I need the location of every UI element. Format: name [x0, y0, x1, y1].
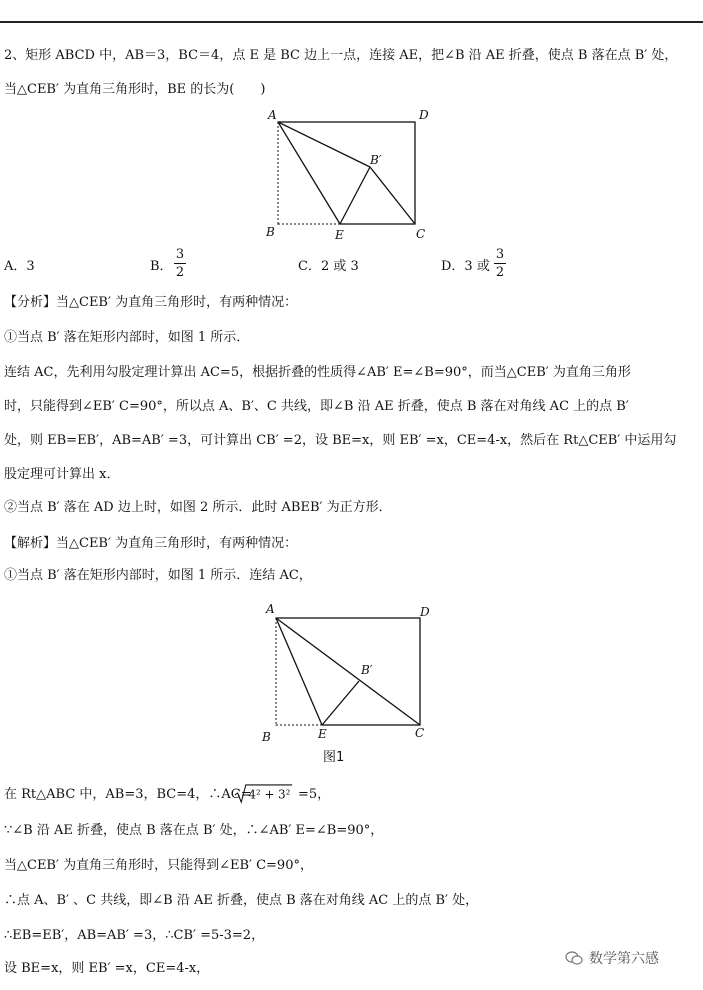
solution-line-3-prefix: 在 Rt△ABC 中，AB=3，BC=4，∴AC= — [4, 787, 252, 802]
analysis-line-7: ②当点 B′ 落在 AD 边上时，如图 2 所示．此时 ABEB′ 为正方形． — [4, 500, 392, 515]
option-d-numerator: 3 — [495, 247, 505, 262]
analysis-line-3: 连结 AC，先利用勾股定理计算出 AC=5，根据折叠的性质得∠AB′ E=∠B=90°，而当△CEB′ 为直角三角形 — [4, 365, 631, 380]
label-b-prime: B′ — [370, 153, 382, 167]
segment-b-prime-c — [370, 167, 415, 224]
fig1-label-b: B — [262, 730, 271, 744]
fig1-label-d: D — [420, 605, 430, 619]
analysis-line-6: 股定理可计算出 x． — [4, 467, 120, 482]
figure-1-caption: 图1 — [323, 750, 345, 765]
label-b: B — [266, 225, 275, 239]
option-d-denominator: 2 — [495, 265, 505, 280]
analysis-line-2: ①当点 B′ 落在矩形内部时，如图 1 所示． — [4, 330, 250, 345]
question-line-1: 2、矩形 ABCD 中，AB＝3，BC＝4，点 E 是 BC 边上一点，连接 AE，把∠B 沿 AE 折叠，使点 B 落在点 B′ 处， — [4, 48, 678, 63]
option-b-denominator: 2 — [175, 265, 185, 280]
fig1-diagonal-ac — [276, 618, 420, 725]
analysis-line-4: 时，只能得到∠EB′ C=90°，所以点 A、B′、C 共线，即∠B 沿 AE 折叠，使点 B 落在对角线 AC 上的点 B′ — [4, 399, 629, 414]
watermark — [565, 948, 659, 968]
solution-line-7: ∴EB=EB′，AB=AB′ =3，∴CB′ =5-3=2， — [4, 928, 265, 943]
fig1-label-c: C — [415, 726, 425, 740]
analysis-line-1: 【分析】当△CEB′ 为直角三角形时，有两种情况： — [4, 295, 298, 310]
question-line-2: 当△CEB′ 为直角三角形时，BE 的长为( ) — [4, 82, 266, 97]
analysis-line-5: 处，则 EB=EB′，AB=AB′ =3，可计算出 CB′ =2，设 BE=x，则 EB′ =x，CE=4-x，然后在 Rt△CEB′ 中运用勾 — [4, 433, 677, 448]
solution-line-1: 【解析】当△CEB′ 为直角三角形时，有两种情况： — [4, 536, 298, 551]
label-e: E — [335, 228, 344, 242]
solution-line-3-suffix: =5， — [298, 787, 331, 802]
option-a: A．3 — [4, 259, 35, 274]
sqrt-symbol — [232, 784, 296, 804]
option-c: C．2 或 3 — [298, 259, 359, 274]
label-c: C — [416, 227, 426, 241]
fig1-label-e: E — [318, 727, 327, 741]
fig1-segment-ae — [276, 618, 322, 725]
solution-line-4: ∵∠B 沿 AE 折叠，使点 B 落在点 B′ 处，∴∠AB′ E=∠B=90°， — [4, 823, 384, 838]
option-d-fraction — [494, 247, 506, 280]
figure-top — [260, 104, 440, 244]
option-b-fraction — [174, 247, 186, 280]
solution-line-2: ①当点 B′ 落在矩形内部时，如图 1 所示．连结 AC， — [4, 568, 312, 583]
solution-line-5: 当△CEB′ 为直角三角形时，只能得到∠EB′ C=90°， — [4, 858, 313, 873]
fig1-label-a: A — [266, 602, 275, 616]
solution-line-6: ∴点 A、B′ 、C 共线，即∠B 沿 AE 折叠，使点 B 落在对角线 AC 上的点 B′ 处， — [4, 893, 479, 908]
fig1-label-b-prime: B′ — [361, 663, 373, 677]
option-b-prefix: B． — [150, 259, 173, 274]
label-a: A — [268, 108, 277, 122]
fig1-segment-eb-prime — [322, 681, 359, 725]
sqrt-radicand: 4² + 3² — [248, 787, 291, 802]
segment-eb-prime — [340, 167, 370, 224]
rectangle-abcd — [278, 122, 415, 224]
label-d: D — [419, 108, 429, 122]
option-d-prefix: D．3 或 — [441, 259, 490, 274]
wechat-icon — [565, 951, 583, 965]
option-b-numerator: 3 — [175, 247, 185, 262]
top-rule — [0, 21, 703, 23]
solution-line-8: 设 BE=x，则 EB′ =x，CE=4-x， — [4, 961, 210, 976]
watermark-account: 数学第六感 — [589, 951, 659, 967]
figure-1 — [258, 598, 438, 746]
